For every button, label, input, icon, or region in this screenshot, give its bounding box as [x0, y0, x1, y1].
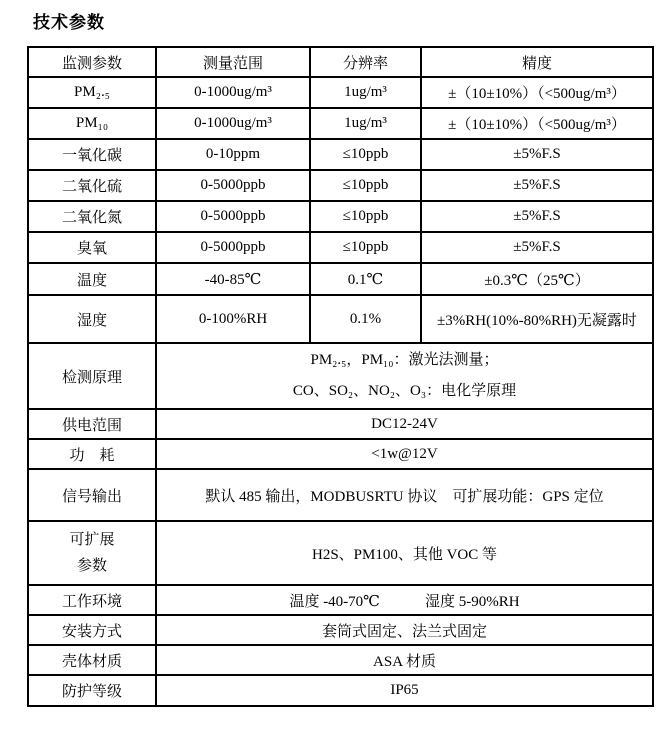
table-row-working-environment — [28, 585, 653, 615]
resolution-cell: ≤10ppb — [310, 232, 421, 263]
row-value-cell: <1w@12V — [156, 439, 653, 469]
row-label-cell — [28, 521, 156, 585]
accuracy-cell: ±3%RH(10%-80%RH)无凝露时 — [421, 295, 653, 343]
row-value-cell: H2S、PM100、其他 VOC 等 — [156, 521, 653, 585]
accuracy-cell: ±（10±10%）（<500ug/m³） — [421, 77, 653, 108]
column-header-param: 监测参数 — [28, 47, 156, 77]
row-value-cell: ASA 材质 — [156, 645, 653, 675]
resolution-cell: ≤10ppb — [310, 139, 421, 170]
row-label-cell: 供电范围 — [28, 409, 156, 439]
resolution-cell: ≤10ppb — [310, 201, 421, 232]
principle-line-1: PM₂.₅，PM₁₀：激光法测量； — [310, 352, 499, 368]
row-label-cell: 防护等级 — [28, 675, 156, 706]
row-value-cell: 温度 -40-70℃ 湿度 5-90%RH — [156, 585, 653, 615]
table-row-pm25 — [28, 77, 653, 108]
range-cell: 0-5000ppb — [156, 170, 310, 201]
resolution-cell: 1ug/m³ — [310, 108, 421, 139]
table-row-pm10 — [28, 108, 653, 139]
row-value-cell: 套筒式固定、法兰式固定 — [156, 615, 653, 645]
resolution-cell: 1ug/m³ — [310, 77, 421, 108]
table-row-signal-output — [28, 469, 653, 521]
param-cell: PM₁₀ — [28, 108, 156, 139]
range-cell: 0-1000ug/m³ — [156, 77, 310, 108]
spec-table — [27, 46, 654, 707]
table-row-detection-principle — [28, 343, 653, 409]
range-cell: 0-5000ppb — [156, 232, 310, 263]
table-row-no2 — [28, 201, 653, 232]
column-header-range: 测量范围 — [156, 47, 310, 77]
row-value-cell: IP65 — [156, 675, 653, 706]
resolution-cell: 0.1℃ — [310, 263, 421, 295]
column-header-accuracy: 精度 — [421, 47, 653, 77]
row-label-cell: 信号输出 — [28, 469, 156, 521]
accuracy-cell: ±5%F.S — [421, 139, 653, 170]
table-row-temperature — [28, 263, 653, 295]
row-label-cell: 检测原理 — [28, 343, 156, 409]
expand-label-line-2: 参数 — [76, 558, 107, 574]
accuracy-cell: ±（10±10%）（<500ug/m³） — [421, 108, 653, 139]
row-label-cell: 壳体材质 — [28, 645, 156, 675]
table-row-installation — [28, 615, 653, 645]
range-cell: 0-5000ppb — [156, 201, 310, 232]
accuracy-cell: ±0.3℃（25℃） — [421, 263, 653, 295]
table-row-so2 — [28, 170, 653, 201]
row-value-cell: 默认 485 输出，MODBUSRTU 协议 可扩展功能：GPS 定位 — [156, 469, 653, 521]
range-cell: -40-85℃ — [156, 263, 310, 295]
param-cell: 二氧化氮 — [28, 201, 156, 232]
header-row — [28, 47, 653, 77]
table-row-o3 — [28, 232, 653, 263]
param-cell: 温度 — [28, 263, 156, 295]
table-row-power-supply — [28, 409, 653, 439]
param-cell: 一氧化碳 — [28, 139, 156, 170]
principle-line-2: CO、SO₂、NO₂、O₃：电化学原理 — [292, 383, 517, 399]
resolution-cell: 0.1% — [310, 295, 421, 343]
row-value-cell: DC12-24V — [156, 409, 653, 439]
row-label-cell: 功 耗 — [28, 439, 156, 469]
table-row-protection-rating — [28, 675, 653, 706]
row-label-cell: 工作环境 — [28, 585, 156, 615]
row-label-cell: 安装方式 — [28, 615, 156, 645]
table-row-co — [28, 139, 653, 170]
expand-label-line-1: 可扩展 — [69, 532, 115, 548]
accuracy-cell: ±5%F.S — [421, 170, 653, 201]
range-cell: 0-100%RH — [156, 295, 310, 343]
range-cell: 0-1000ug/m³ — [156, 108, 310, 139]
param-cell: 湿度 — [28, 295, 156, 343]
accuracy-cell: ±5%F.S — [421, 232, 653, 263]
range-cell: 0-10ppm — [156, 139, 310, 170]
row-value-cell — [156, 343, 653, 409]
column-header-resolution: 分辨率 — [310, 47, 421, 77]
page-title: 技术参数 — [33, 13, 105, 32]
table-row-humidity — [28, 295, 653, 343]
param-cell: PM₂.₅ — [28, 77, 156, 108]
table-row-power-consumption — [28, 439, 653, 469]
param-cell: 二氧化硫 — [28, 170, 156, 201]
table-row-expandable-params — [28, 521, 653, 585]
accuracy-cell: ±5%F.S — [421, 201, 653, 232]
resolution-cell: ≤10ppb — [310, 170, 421, 201]
table-row-housing-material — [28, 645, 653, 675]
param-cell: 臭氧 — [28, 232, 156, 263]
